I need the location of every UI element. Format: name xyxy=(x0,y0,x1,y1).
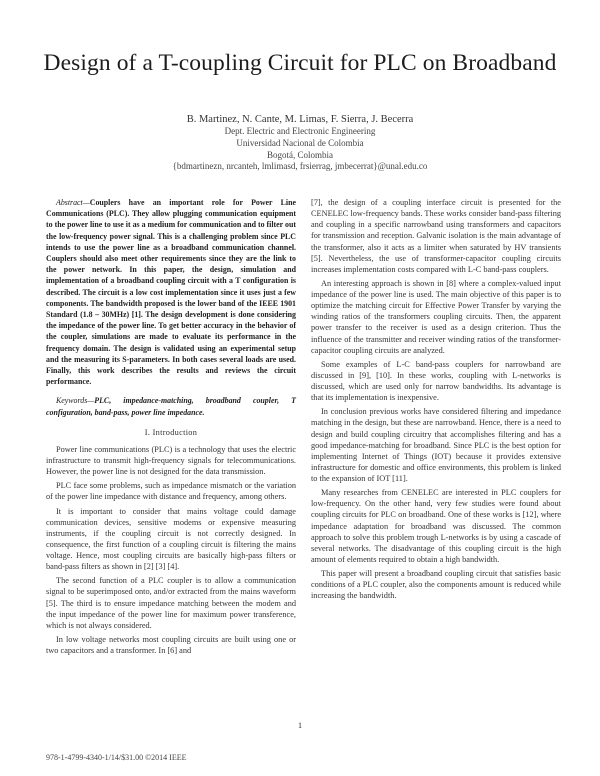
body-paragraph: In conclusion previous works have considered filtering and impedance matching in the design, but these are narrowband. Hence, there is a need to design and build coupling circuitry that accomplishes filtering and has a good impedance-matching for broadband. Since PLC is the best option for implementing Internet of Things (IOT) because it provides extensive infrastructure for domestic and office environments, this problem is linked to the expansion of IOT [11]. xyxy=(311,407,561,483)
affiliation-block xyxy=(0,126,600,173)
right-column xyxy=(311,197,561,601)
abstract-text: Couplers have an important role for Power Line Communications (PLC). They allow plugging communication equipment to the power line to use it as a medium for communication and to filter out the low-frequency power signal. This is a challenging problem since PLC intends to use the power line as a broadband communication channel. Couplers should also meet other requirements since they are the link to the power network. In this paper, the design, simulation and implementation of a broadband coupling circuit with a T configuration is described. The circuit is a low cost implementation since it uses just a few components. The bandwidth proposed is the lower band of the IEEE 1901 Standard (1.8 – 30MHz) [1]. The design development is done considering the impedance of the power line. To get better accuracy in the behavior of the coupler, simulations are made to evaluate its performance in the frequency domain. The design is validated using an experimental setup and the measuring its S-parameters. In both cases several loads are used. Finally, this work describes the results and reviews the circuit performance. xyxy=(46,198,296,387)
author-list: B. Martinez, N. Cante, M. Limas, F. Sierra, J. Becerra xyxy=(186,114,414,125)
abstract xyxy=(46,197,296,387)
abstract-label: Abstract— xyxy=(56,198,90,207)
left-column xyxy=(46,197,296,656)
copyright-footer: 978-1-4799-4340-1/14/$31.00 ©2014 IEEE xyxy=(46,753,187,762)
body-paragraph: An interesting approach is shown in [8] where a complex-valued input impedance of the power line is used. The main objective of this paper is to optimize the matching circuit for Effective Power Transfer by varying the winding ratios of the transformers coupling circuits. Then, the apparent power transfer to the receiver is used as a design criterion. Thus the influence of the transmitter and receiver winding ratios of the transformer-capacitor coupling circuits are analyzed. xyxy=(311,278,561,355)
body-paragraph: [7], the design of a coupling interface circuit is presented for the CENELEC low-frequency bands. These works consider band-pass filtering and coupling in a specific narrowband using transformers and capacitors for transmission and reception. Galvanic isolation is the main advantage of the transformer, also it acts as a limiter when saturated by HV transients [5]. Nevertheless, the use of transformer-capacitor coupling circuits increases implementation costs compared with L-C band-pass couplers. xyxy=(311,198,561,274)
body-paragraph: Some examples of L-C band-pass couplers for narrowband are discussed in [9], [10]. In these works, coupling with L-networks is discussed, which are used only for narrow bandwidths. Its advantage is that its implementation is inexpensive. xyxy=(311,359,561,403)
paper-title: Design of a T-coupling Circuit for PLC on Broadband xyxy=(43,50,557,76)
body-paragraph: It is important to consider that mains voltage could damage communication devices, sensitive modems or expensive measuring instruments, if the coupling circuit is not correctly designed. In consequence, the first function of a coupling circuit is filtering the mains voltage. Hence, most coupling circuits are basically high-pass filters or band-pass filters as shown in [2] [3] [4]. xyxy=(46,506,296,572)
body-paragraph: Power line communications (PLC) is a technology that uses the electric infrastructure to transmit high-frequency signals for telecommunications. However, the power line is not designed for the data transmission. xyxy=(46,444,296,477)
body-paragraph: Many researches from CENELEC are interested in PLC couplers for low-frequency. On the other hand, very few studies were found about coupling circuits for PLC on broadband. One of these works is [12], where impedance adaptation for broadband was discussed. The common approach to solve this problem trough L-networks is by using a cascade of several networks. The disadvantage of this coupling circuit is the high amount of elements required to obtain a high bandwidth. xyxy=(311,488,561,564)
affiliation-dept: Dept. Electric and Electronic Engineering xyxy=(224,126,376,136)
body-paragraph: This paper will present a broadband coupling circuit that satisfies basic conditions of a PLC coupler, also the components amount is reduced while increasing the bandwidth. xyxy=(311,569,561,601)
keywords xyxy=(46,395,296,417)
keywords-label: Keywords— xyxy=(56,396,95,406)
page-number: 1 xyxy=(297,720,303,730)
body-paragraph: In low voltage networks most coupling circuits are built using one or two capacitors and a transformer. In [6] and xyxy=(46,634,296,656)
affiliation-university: Universidad Nacional de Colombia xyxy=(236,137,364,148)
keywords-text: PLC, impedance-matching, broadband coupler, T configuration, band-pass, power line impedance. xyxy=(46,396,296,417)
affiliation-city: Bogotá, Colombia xyxy=(267,149,333,160)
body-paragraph: The second function of a PLC coupler is to allow a communication signal to be superimposed onto, and/or extracted from the mains waveform [5]. The third is to ensure impedance matching between the modem and the input impedance of the power line for maximum power transference, which is not always considered. xyxy=(46,576,296,630)
affiliation-emails: {bdmartinezn, nrcanteh, lmlimasd, frsierrag, jmbecerrat}@unal.edu.co xyxy=(172,161,428,172)
body-paragraph: PLC face some problems, such as impedance mismatch or the variation of the power line impedance with distance and frequency, among others. xyxy=(46,481,296,502)
section-heading-introduction: I. Introduction xyxy=(144,427,198,437)
